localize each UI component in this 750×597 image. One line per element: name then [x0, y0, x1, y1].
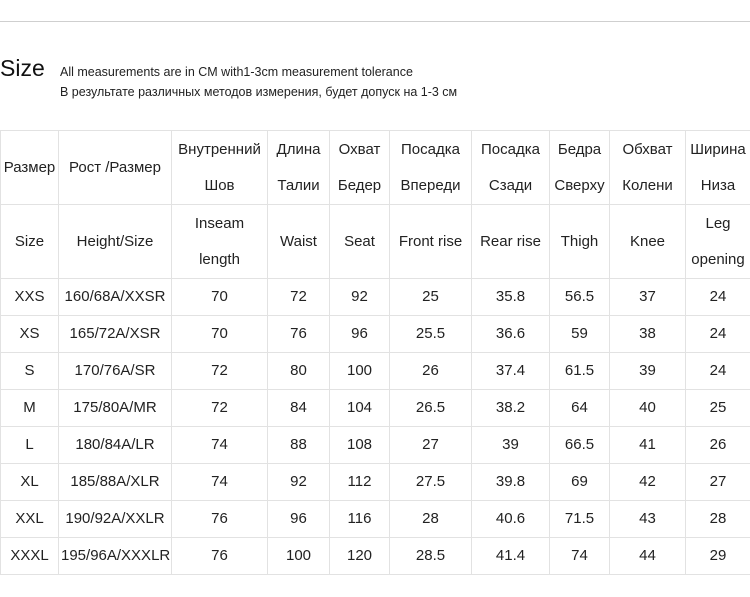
cell-size: S	[1, 353, 59, 390]
cell-size: XS	[1, 316, 59, 353]
header-cell-inseam	[172, 131, 268, 205]
header-text: Сверху	[554, 176, 605, 194]
cell-waist: 72	[268, 279, 330, 316]
cell-front-rise: 25.5	[390, 316, 472, 353]
table-row	[1, 279, 750, 316]
cell-knee: 40	[610, 390, 686, 427]
table-row	[1, 390, 750, 427]
header-cell-waist	[268, 205, 330, 279]
header-text: Size	[14, 232, 45, 250]
cell-inseam: 76	[172, 501, 268, 538]
cell-inseam: 74	[172, 427, 268, 464]
header-cell-rear-rise	[472, 205, 550, 279]
header-text: opening	[691, 250, 745, 268]
cell-height-size: 190/92A/XXLR	[59, 501, 172, 538]
cell-leg-opening: 24	[686, 279, 750, 316]
header-row-ru	[1, 131, 750, 205]
cell-height-size: 160/68A/XXSR	[59, 279, 172, 316]
cell-leg-opening: 24	[686, 353, 750, 390]
header-text: Размер	[3, 158, 56, 176]
cell-waist: 92	[268, 464, 330, 501]
cell-knee: 42	[610, 464, 686, 501]
cell-thigh: 56.5	[550, 279, 610, 316]
cell-height-size: 185/88A/XLR	[59, 464, 172, 501]
table-row	[1, 427, 750, 464]
header-text: Height/Size	[76, 232, 154, 250]
cell-height-size: 180/84A/LR	[59, 427, 172, 464]
cell-inseam: 72	[172, 390, 268, 427]
top-divider	[0, 21, 750, 22]
header-text: Rear rise	[480, 232, 541, 250]
cell-leg-opening: 27	[686, 464, 750, 501]
header-text: Inseam	[194, 214, 245, 232]
cell-rear-rise: 41.4	[472, 538, 550, 575]
header-cell-front-rise	[390, 205, 472, 279]
header-text: length	[199, 250, 240, 268]
header-cell-height-size	[59, 131, 172, 205]
header-cell-seat	[330, 205, 390, 279]
cell-rear-rise: 35.8	[472, 279, 550, 316]
cell-knee: 41	[610, 427, 686, 464]
size-chart-table	[0, 130, 750, 575]
header-text: Обхват	[622, 140, 673, 158]
header-text: Front rise	[398, 232, 463, 250]
cell-waist: 80	[268, 353, 330, 390]
header-text: Бедер	[337, 176, 382, 194]
cell-seat: 108	[330, 427, 390, 464]
header-text: Сзади	[488, 176, 533, 194]
header-text: Бедра	[557, 140, 602, 158]
header-text: Рост /Размер	[69, 158, 161, 176]
cell-front-rise: 27	[390, 427, 472, 464]
cell-seat: 100	[330, 353, 390, 390]
cell-front-rise: 28.5	[390, 538, 472, 575]
page-title: Size	[0, 55, 45, 81]
cell-rear-rise: 39	[472, 427, 550, 464]
cell-waist: 88	[268, 427, 330, 464]
cell-leg-opening: 28	[686, 501, 750, 538]
header-text: Seat	[344, 232, 375, 250]
table-row	[1, 501, 750, 538]
cell-seat: 120	[330, 538, 390, 575]
cell-leg-opening: 29	[686, 538, 750, 575]
header-cell-size	[1, 131, 59, 205]
cell-thigh: 64	[550, 390, 610, 427]
header-text: Leg	[705, 214, 731, 232]
cell-thigh: 69	[550, 464, 610, 501]
cell-size: XXL	[1, 501, 59, 538]
cell-seat: 112	[330, 464, 390, 501]
cell-height-size: 165/72A/XSR	[59, 316, 172, 353]
header-text: Длина	[276, 140, 321, 158]
cell-waist: 76	[268, 316, 330, 353]
measurement-note-en: All measurements are in CM with1-3cm measurement tolerance	[60, 65, 413, 79]
cell-rear-rise: 38.2	[472, 390, 550, 427]
header-text: Ширина	[690, 140, 746, 158]
header-cell-height-size	[59, 205, 172, 279]
cell-knee: 38	[610, 316, 686, 353]
header-row-en	[1, 205, 750, 279]
header-text: Впереди	[400, 176, 461, 194]
table-row	[1, 464, 750, 501]
header-text: Посадка	[401, 140, 460, 158]
cell-rear-rise: 39.8	[472, 464, 550, 501]
header-text: Колени	[622, 176, 673, 194]
cell-inseam: 72	[172, 353, 268, 390]
header-text: Knee	[629, 232, 666, 250]
header-cell-leg-opening	[686, 131, 750, 205]
cell-height-size: 175/80A/MR	[59, 390, 172, 427]
cell-seat: 92	[330, 279, 390, 316]
cell-inseam: 76	[172, 538, 268, 575]
cell-leg-opening: 25	[686, 390, 750, 427]
cell-inseam: 70	[172, 279, 268, 316]
cell-leg-opening: 26	[686, 427, 750, 464]
header-cell-inseam	[172, 205, 268, 279]
cell-rear-rise: 37.4	[472, 353, 550, 390]
cell-knee: 44	[610, 538, 686, 575]
cell-waist: 100	[268, 538, 330, 575]
cell-front-rise: 26.5	[390, 390, 472, 427]
cell-front-rise: 28	[390, 501, 472, 538]
cell-size: M	[1, 390, 59, 427]
header-cell-knee	[610, 131, 686, 205]
cell-knee: 43	[610, 501, 686, 538]
cell-thigh: 66.5	[550, 427, 610, 464]
cell-rear-rise: 36.6	[472, 316, 550, 353]
header-text: Охват	[338, 140, 381, 158]
header-cell-knee	[610, 205, 686, 279]
header-cell-waist	[268, 131, 330, 205]
measurement-note-ru: В результате различных методов измерения, будет допуск на 1-3 см	[60, 85, 458, 99]
cell-size: XXXL	[1, 538, 59, 575]
header-text: Шов	[204, 176, 235, 194]
header-text: Thigh	[560, 232, 599, 250]
header-cell-thigh	[550, 205, 610, 279]
header-cell-seat	[330, 131, 390, 205]
cell-knee: 37	[610, 279, 686, 316]
cell-inseam: 74	[172, 464, 268, 501]
cell-seat: 96	[330, 316, 390, 353]
cell-thigh: 71.5	[550, 501, 610, 538]
cell-knee: 39	[610, 353, 686, 390]
header-cell-size	[1, 205, 59, 279]
table-row	[1, 538, 750, 575]
cell-waist: 96	[268, 501, 330, 538]
cell-size: XXS	[1, 279, 59, 316]
header-cell-leg-opening	[686, 205, 750, 279]
cell-thigh: 74	[550, 538, 610, 575]
cell-front-rise: 27.5	[390, 464, 472, 501]
table-row	[1, 353, 750, 390]
header-cell-rear-rise	[472, 131, 550, 205]
cell-waist: 84	[268, 390, 330, 427]
table-row	[1, 316, 750, 353]
header-cell-front-rise	[390, 131, 472, 205]
cell-seat: 116	[330, 501, 390, 538]
cell-size: XL	[1, 464, 59, 501]
cell-front-rise: 25	[390, 279, 472, 316]
cell-thigh: 61.5	[550, 353, 610, 390]
cell-seat: 104	[330, 390, 390, 427]
header-text: Внутренний	[178, 140, 261, 158]
cell-inseam: 70	[172, 316, 268, 353]
header-cell-thigh	[550, 131, 610, 205]
header-text: Waist	[280, 232, 317, 250]
cell-size: L	[1, 427, 59, 464]
cell-thigh: 59	[550, 316, 610, 353]
cell-front-rise: 26	[390, 353, 472, 390]
cell-height-size: 195/96A/XXXLR	[59, 538, 172, 575]
header-text: Посадка	[481, 140, 540, 158]
cell-height-size: 170/76A/SR	[59, 353, 172, 390]
cell-leg-opening: 24	[686, 316, 750, 353]
header-text: Талии	[277, 176, 320, 194]
cell-rear-rise: 40.6	[472, 501, 550, 538]
header-text: Низа	[700, 176, 736, 194]
